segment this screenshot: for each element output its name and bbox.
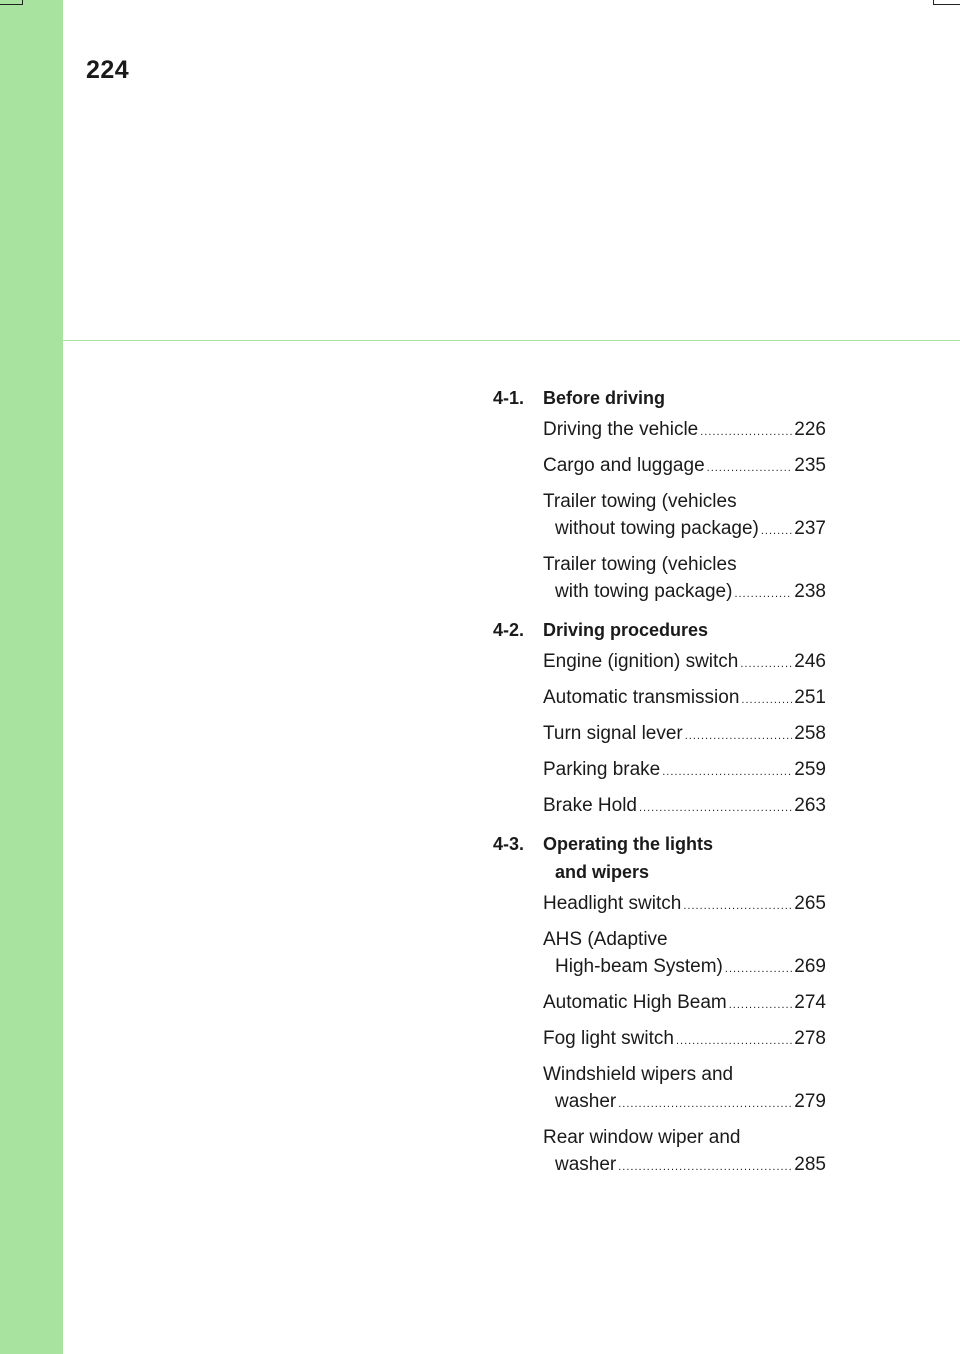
toc-section bbox=[493, 384, 833, 608]
entry-row bbox=[543, 720, 826, 750]
entry-title: washer bbox=[555, 1091, 617, 1112]
section-title bbox=[543, 830, 833, 886]
entry-page-number: 238 bbox=[794, 581, 826, 602]
dot-leader bbox=[618, 1091, 792, 1118]
entry-row bbox=[543, 648, 826, 678]
toc-entry[interactable] bbox=[543, 756, 826, 786]
dot-leader bbox=[639, 795, 792, 822]
entry-title: Automatic transmission bbox=[543, 687, 740, 708]
toc-entry[interactable] bbox=[543, 890, 826, 920]
entry-page-number: 279 bbox=[794, 1091, 826, 1112]
entry-page-number: 226 bbox=[794, 419, 826, 440]
section-number: 4-3. bbox=[493, 834, 525, 854]
entry-title: High-beam System) bbox=[555, 956, 723, 977]
section-title-line: and wipers bbox=[555, 862, 650, 882]
entry-title: Engine (ignition) switch bbox=[543, 651, 739, 672]
section-title-line: Before driving bbox=[543, 388, 666, 408]
toc-entry[interactable] bbox=[543, 416, 826, 446]
dot-leader bbox=[685, 723, 793, 750]
toc-entry[interactable] bbox=[543, 720, 826, 750]
dot-leader bbox=[683, 893, 792, 920]
toc-entry[interactable] bbox=[543, 488, 826, 545]
section-title bbox=[543, 384, 833, 412]
entry-title: Fog light switch bbox=[543, 1028, 674, 1049]
entry-page-number: 237 bbox=[794, 518, 826, 539]
page-number: 224 bbox=[86, 56, 130, 84]
section-number: 4-1. bbox=[493, 388, 525, 408]
entry-row bbox=[543, 989, 826, 1019]
entry-title: Automatic High Beam bbox=[543, 992, 727, 1013]
side-color-band bbox=[0, 0, 63, 1354]
toc-entry[interactable] bbox=[543, 1124, 826, 1181]
section-heading bbox=[493, 830, 833, 886]
entry-page-number: 265 bbox=[794, 893, 826, 914]
dot-leader bbox=[761, 518, 792, 545]
entry-title: without towing package) bbox=[555, 518, 759, 539]
section-heading bbox=[493, 384, 833, 412]
entry-row bbox=[543, 953, 826, 983]
dot-leader bbox=[700, 419, 792, 446]
section-heading bbox=[493, 616, 833, 644]
section-title-line: Driving procedures bbox=[543, 620, 709, 640]
entry-title-line: Trailer towing (vehicles bbox=[543, 491, 737, 512]
entry-row bbox=[543, 1025, 826, 1055]
entry-row bbox=[543, 792, 826, 822]
toc-entry[interactable] bbox=[543, 1025, 826, 1055]
entry-title: Brake Hold bbox=[543, 795, 637, 816]
dot-leader bbox=[725, 956, 792, 983]
entry-row bbox=[543, 416, 826, 446]
entry-row bbox=[543, 1088, 826, 1118]
toc-entry[interactable] bbox=[543, 648, 826, 678]
entry-title: Turn signal lever bbox=[543, 723, 683, 744]
crop-mark-left bbox=[0, 0, 23, 5]
dot-leader bbox=[707, 455, 793, 482]
entry-page-number: 259 bbox=[794, 759, 826, 780]
dot-leader bbox=[740, 651, 792, 678]
entry-row bbox=[543, 452, 826, 482]
entry-page-number: 258 bbox=[794, 723, 826, 744]
toc-section bbox=[493, 616, 833, 822]
dot-leader bbox=[729, 992, 793, 1019]
entry-title: Cargo and luggage bbox=[543, 455, 705, 476]
entry-title-line: Trailer towing (vehicles bbox=[543, 554, 737, 575]
entry-title-line: AHS (Adaptive bbox=[543, 929, 668, 950]
table-of-contents bbox=[493, 384, 833, 1189]
entry-title: Driving the vehicle bbox=[543, 419, 699, 440]
dot-leader bbox=[676, 1028, 792, 1055]
entry-page-number: 246 bbox=[794, 651, 826, 672]
toc-section bbox=[493, 830, 833, 1181]
crop-mark-right bbox=[933, 0, 960, 5]
toc-entry[interactable] bbox=[543, 684, 826, 714]
dot-leader bbox=[662, 759, 792, 786]
toc-entry[interactable] bbox=[543, 1061, 826, 1118]
toc-entry[interactable] bbox=[543, 926, 826, 983]
entry-title: washer bbox=[555, 1154, 617, 1175]
entry-title-line: Windshield wipers and bbox=[543, 1064, 734, 1085]
toc-entry[interactable] bbox=[543, 551, 826, 608]
entry-row bbox=[543, 1151, 826, 1181]
entry-page-number: 235 bbox=[794, 455, 826, 476]
entry-page-number: 278 bbox=[794, 1028, 826, 1049]
section-title bbox=[543, 616, 833, 644]
entry-page-number: 274 bbox=[794, 992, 826, 1013]
dot-leader bbox=[618, 1154, 792, 1181]
entry-row bbox=[543, 515, 826, 545]
entry-row bbox=[543, 684, 826, 714]
entry-page-number: 285 bbox=[794, 1154, 826, 1175]
entry-title: Headlight switch bbox=[543, 893, 682, 914]
entry-title: with towing package) bbox=[555, 581, 733, 602]
section-number: 4-2. bbox=[493, 620, 525, 640]
entry-page-number: 251 bbox=[794, 687, 826, 708]
toc-entry[interactable] bbox=[543, 989, 826, 1019]
entry-title-line: Rear window wiper and bbox=[543, 1127, 741, 1148]
toc-entry[interactable] bbox=[543, 792, 826, 822]
header-divider bbox=[63, 340, 960, 341]
section-title-line: Operating the lights bbox=[543, 834, 714, 854]
dot-leader bbox=[734, 581, 792, 608]
entry-row bbox=[543, 756, 826, 786]
entry-title: Parking brake bbox=[543, 759, 661, 780]
entry-page-number: 263 bbox=[794, 795, 826, 816]
toc-entry[interactable] bbox=[543, 452, 826, 482]
entry-page-number: 269 bbox=[794, 956, 826, 977]
entry-row bbox=[543, 890, 826, 920]
dot-leader bbox=[741, 687, 792, 714]
entry-row bbox=[543, 578, 826, 608]
